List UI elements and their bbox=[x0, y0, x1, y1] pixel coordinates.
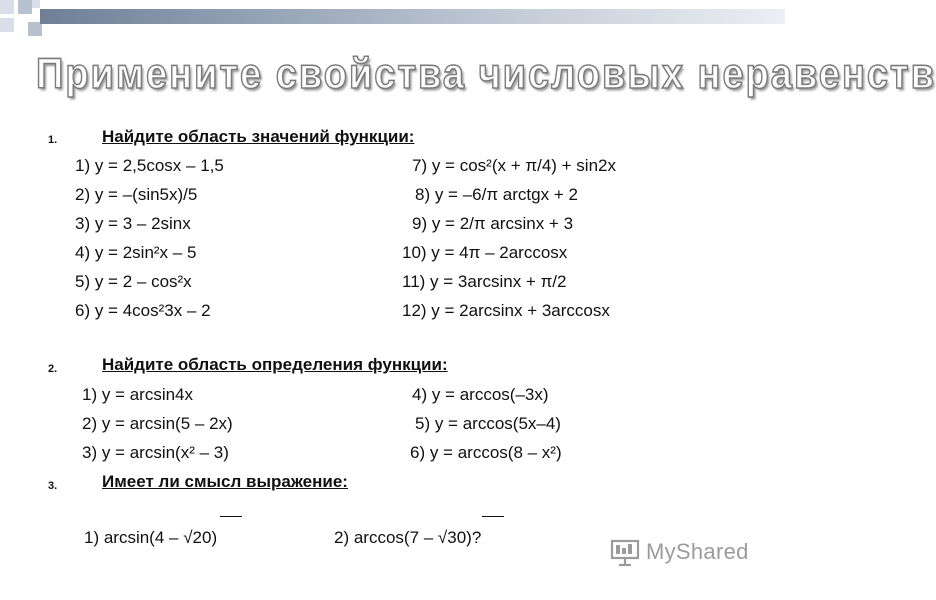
s1-right-item-8: 8) y = –6/π arctgx + 2 bbox=[415, 185, 578, 204]
s3-expr-1: 1) arcsin(4 – √20) bbox=[84, 528, 218, 547]
s1-left-item-3: 3) y = 3 – 2sinx bbox=[75, 214, 191, 233]
sqrt-overline-1 bbox=[220, 516, 242, 517]
section1-number: 1. bbox=[48, 134, 58, 146]
s1-left-item-5: 5) y = 2 – cos²x bbox=[75, 272, 192, 291]
section2-number: 2. bbox=[48, 363, 58, 375]
s3-expr-2: 2) arccos(7 – √30)? bbox=[334, 528, 482, 547]
s1-right-item-7: 7) y = cos²(x + π/4) + sin2x bbox=[412, 156, 616, 175]
s1-right-item-10: 10) y = 4π – 2arccosx bbox=[402, 243, 568, 262]
s1-right-item-9: 9) y = 2/π arcsinx + 3 bbox=[412, 214, 574, 233]
s2-right-item-4: 4) y = arccos(–3x) bbox=[412, 385, 549, 404]
s1-left-item-4: 4) y = 2sin²x – 5 bbox=[75, 243, 197, 262]
presentation-board-icon bbox=[610, 537, 640, 567]
sqrt-overline-2 bbox=[482, 516, 504, 517]
s2-right-item-5: 5) y = arccos(5x–4) bbox=[415, 414, 561, 433]
s1-left-item-1: 1) y = 2,5cosx – 1,5 bbox=[75, 156, 224, 175]
section3-heading: Имеет ли смысл выражение: bbox=[102, 472, 348, 491]
header-gradient-bar bbox=[40, 9, 785, 24]
section2-heading: Найдите область определения функции: bbox=[102, 355, 448, 374]
s2-left-item-2: 2) y = arcsin(5 – 2x) bbox=[82, 414, 233, 433]
s1-right-item-12: 12) y = 2arcsinx + 3arccosx bbox=[402, 301, 610, 320]
watermark-text: MyShared bbox=[646, 539, 749, 564]
section1-heading: Найдите область значений функции: bbox=[102, 127, 415, 146]
s2-left-item-1: 1) y = arcsin4x bbox=[82, 385, 194, 404]
section3-number: 3. bbox=[48, 480, 58, 492]
s1-left-item-6: 6) y = 4cos²3x – 2 bbox=[75, 301, 211, 320]
s2-right-item-6: 6) y = arccos(8 – x²) bbox=[410, 443, 562, 462]
slide-title: Примените свойства числовых неравенств bbox=[36, 51, 936, 99]
s2-left-item-3: 3) y = arcsin(x² – 3) bbox=[82, 443, 229, 462]
watermark bbox=[610, 537, 749, 567]
s1-left-item-2: 2) y = –(sin5x)/5 bbox=[75, 185, 198, 204]
s1-right-item-11: 11) y = 3arcsinx + π/2 bbox=[402, 272, 567, 291]
